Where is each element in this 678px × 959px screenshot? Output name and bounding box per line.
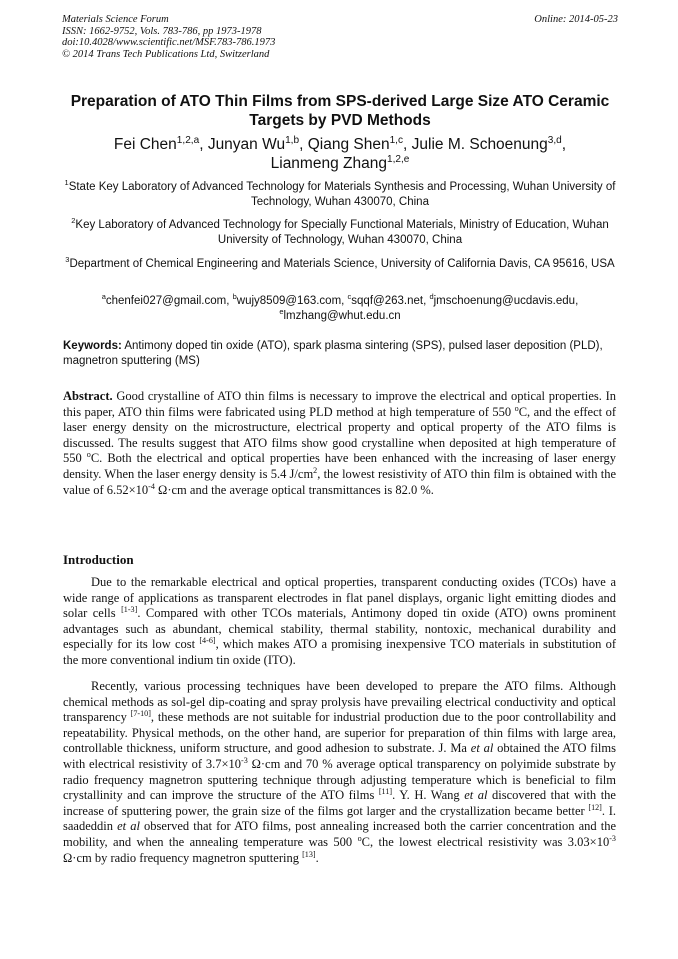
email-link[interactable]: sqqf@263.net — [351, 295, 424, 307]
section-heading: Introduction — [63, 552, 134, 567]
author-sup: 1,2,a — [176, 134, 200, 146]
doi-line: doi:10.4028/www.scientific.net/MSF.783-786.1973 — [62, 37, 276, 48]
author-sup: 1,b — [285, 134, 300, 146]
author-name: Fei Chen — [113, 136, 177, 153]
issn-line: ISSN: 1662-9752, Vols. 783-786, pp 1973-1978 — [62, 25, 262, 37]
author-sup: 1,c — [389, 134, 404, 146]
citation-ref: [11] — [378, 787, 393, 796]
citation-ref: [1-3] — [121, 605, 138, 615]
citation-ref: [4-6] — [199, 636, 216, 646]
journal-header — [62, 14, 275, 60]
affiliation: $^1$State Key Laboratory of Advanced Technology for Materials Synthesis and Processing, Wuhan University of Technology, Wuhan 430070, China — [64, 178, 616, 208]
online-date: Online: 2014-05-23 — [534, 14, 618, 25]
body-paragraph: Recently, various processing techniques have been developed to prepare the ATO films. Although chemical methods as sol-gel dip-coating and spray prolysis have prevailing electrical conductivity and optical transparency [7-10], these methods are not suitable for industrial production due to the poor controllability and repeatability. Physical methods, on the other hand, are superior for preparation of thin films with large area, controllable thickness, uniform structure, and good adhesion to substrate. J. Ma et al obtained the ATO films with electrical resistivity of $3.7\times 10^{-3}$ Ω·cm and 70 % average optical transparency on polyimide substrate by radio frequency magnetron sputtering technique through adjusting temperature which is beneficial to film crystallinity and can improve the structure of the ATO films [11]. Y. H. Wang et al discovered that with the increase of sputtering power, the grain size of the films got larger and the crystallization became better [12]. I. saadeddin et al observed that for ATO films, post annealing increased both the carrier concentration and the mobility, and when the annealing temperature was 500 $^o$C, the lowest electrical resistivity was $3.03\times 10^{-3}$ Ω·cm by radio frequency magnetron sputtering [13]. — [63, 679, 617, 865]
citation-ref: [7-10] — [130, 709, 151, 719]
author-name: Lianmeng Zhang — [270, 155, 387, 172]
abstract: Abstract. Good crystalline of ATO thin films is necessary to improve the electrical and optical properties. In this paper, ATO thin films were fabricated using PLD method at high temperature of 550 $^o$C, and the effect of laser energy density on the microstructure, electrical property and optical property of the ATO films is discussed. The results suggest that ATO films show good crystalline when deposited at high temperature of 550 $^o$C. Both the electrical and optical properties have been enhanced with the increasing of laser energy density. When the laser energy density is 5.4 $J/cm^2$, the lowest resistivity of ATO thin film is obtained with the value of $6.52\times 10^{-4}$ Ω·cm and the average optical transmittances is 82.0 %. — [63, 389, 617, 497]
keywords-label: Keywords: — [63, 340, 122, 352]
email-link[interactable]: jmschoenung@ucdavis.edu — [433, 295, 576, 307]
author-sup: 1,2,e — [386, 153, 410, 165]
body-paragraph: Due to the remarkable electrical and optical properties, transparent conducting oxides (TCOs) have a wide range of applications as transparent electrodes in flat panel displays, organic light emitting diodes and solar cells [1-3]. Compared with other TCOs materials, Antimony doped tin oxide (ATO) owns prominent advantages such as abundant, chemical stability, thermal stability, nontoxic, mechanical durability and especially for its low cost [4-6], which makes ATO a promising inexpensive TCO materials in substitution of the more conventional indium tin oxide (ITO). — [63, 575, 617, 667]
journal-name: Materials Science Forum — [62, 14, 169, 25]
author-sup: 3,d — [547, 134, 562, 146]
email-link[interactable]: chenfei027@gmail.com — [105, 295, 227, 307]
keywords: Keywords: Antimony doped tin oxide (ATO), spark plasma sintering (SPS), pulsed laser deposition (PLD), magnetron sputtering (MS) — [63, 340, 603, 367]
author-name: Qiang Shen — [307, 136, 390, 153]
author-list: Fei Chen$^{1,2,a}$, Junyan Wu$^{1,b}$, Qiang Shen$^{1,c}$, Julie M. Schoenung$^{3,d}$, Lianmeng Zhang$^{1,2,e}$ — [113, 134, 567, 172]
citation-ref: [13] — [302, 849, 316, 859]
author-name: Julie M. Schoenung — [411, 136, 548, 153]
copyright-line: © 2014 Trans Tech Publications Ltd, Switzerland — [62, 48, 270, 60]
affiliation: $^2$Key Laboratory of Advanced Technology for Specially Functional Materials, Ministry of Education, Wuhan University of Technology, Wuhan 430070, China — [71, 216, 609, 246]
author-name: Junyan Wu — [207, 136, 286, 153]
paper-title: Preparation of ATO Thin Films from SPS-derived Large Size ATO Ceramic Targets by PVD Methods — [70, 93, 610, 129]
email-list: $^a$chenfei027@gmail.com, $^b$wujy8509@163.com, $^c$sqqf@263.net, $^d$jmschoenung@ucdavis.edu, $^e$lmzhang@whut.edu.cn — [101, 292, 579, 322]
email-link[interactable]: lmzhang@whut.edu.cn — [283, 310, 401, 322]
affiliation: $^3$Department of Chemical Engineering and Materials Science, University of California Davis, CA 95616, USA — [65, 255, 615, 270]
email-link[interactable]: wujy8509@163.com — [236, 295, 342, 307]
citation-ref: [12] — [588, 802, 602, 812]
abstract-label: Abstract. — [63, 389, 113, 403]
